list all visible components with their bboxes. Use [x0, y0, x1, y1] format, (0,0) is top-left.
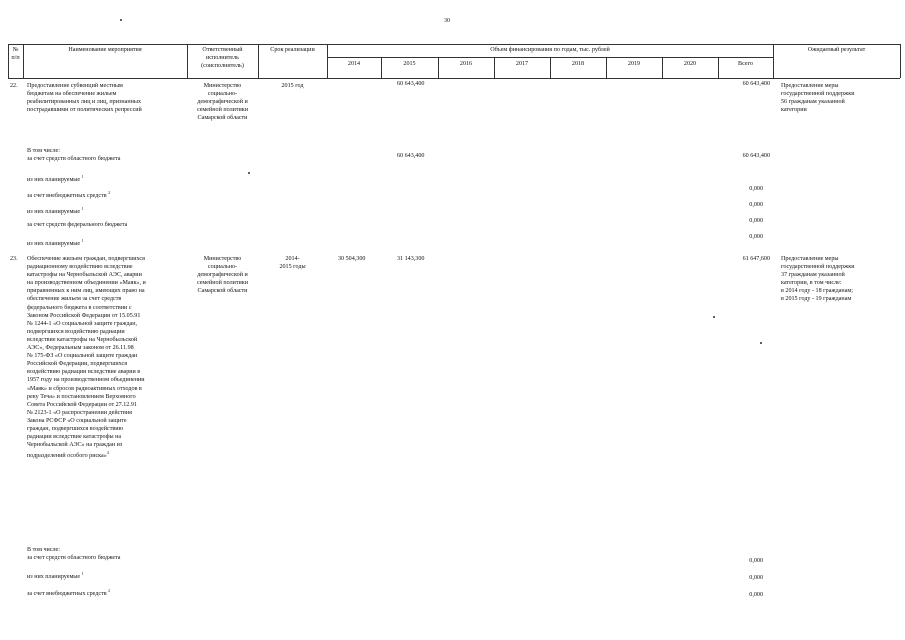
header-period: Срок реализации [270, 47, 315, 53]
row23-result: Предоставление меры государственной поддержки 37 гражданам указанной категории, в том числе: в 2014 году - 18 гражданам; в 2015 году - 19 гражданам [781, 256, 855, 303]
row22-period: 2015 год [281, 83, 304, 89]
row22-responsible: Министерство социально- демографической и семейной политики Самарской области [196, 83, 249, 122]
row23-planned-label [27, 570, 84, 581]
row23-offbudget-total: 0,000 [749, 592, 763, 598]
row22-planned-text-3: из них планируемые [27, 241, 81, 247]
row22-offbudget-text: за счет внебюджетных средств [27, 193, 107, 199]
header-responsible: Ответственный исполнитель (соисполнитель) [201, 47, 244, 70]
row23-offbudget-label [27, 587, 110, 598]
row22-number: 22. [10, 83, 18, 89]
header-year-2020: 2020 [683, 61, 697, 67]
header-year-2019: 2019 [627, 61, 641, 67]
row23-name: Обеспечение жильем граждан, подвергшихся радиационному воздействию вследствие катастрофы на Чернобыльской АЭС, аварии на производственном объединении «Маяк», и приравненных к ним лиц, имеющих право на обеспечение жильем за счет средств федерального бюджета в соответствии с Законом Российской Федерации от 15.05.91 № 1244-1 «О социальной защите граждан, подвергшихся воздействию радиации вследствие катастрофы на Чернобыльской АЭС», Федеральным законом от 26.11.98 № 175-ФЗ «О социальной защите граждан Российской Федерации, подвергшихся воздействию радиации вследствие аварии в 1957 году на производственном объединении «Маяк» и сбросов радиоактивных отходов в реку Теча» и постановлением Верховного Совета Российской Федерации от 27.12.91 № 2123-1 «О распространении действия Закона РСФСР «О социальной защите граждан, подвергшихся воздействию радиации вследствие катастрофы на Чернобыльской АЭС» на граждан из подразделений особого риска» [27, 256, 146, 460]
scan-speck [248, 172, 250, 174]
row23-value-2015: 31 143,300 [397, 256, 425, 262]
row23-planned-text: из них планируемые [27, 574, 81, 580]
row22-value-total: 60 643,400 [742, 81, 770, 87]
header-name: Наименование мероприятия [68, 47, 142, 53]
footnote-1-mark: 1 [81, 238, 84, 243]
footnote-4-mark: 4 [106, 450, 109, 456]
scan-speck [760, 342, 762, 344]
row22-planned-label-2 [27, 205, 84, 216]
footnote-1-mark: 1 [81, 174, 84, 179]
row23-value-total: 61 647,600 [742, 256, 770, 262]
row23-responsible: Министерство социально- демографической и семейной политики Самарской области [196, 256, 249, 295]
row22-planned-text-1: из них планируемые [27, 177, 81, 183]
row22-including: В том числе: [27, 148, 60, 154]
row23-offbudget-text: за счет внебюджетных средств [27, 591, 107, 597]
row22-regional-label: за счет средств областного бюджета [27, 156, 121, 162]
header-year-2014: 2014 [347, 61, 361, 67]
row22-regional-total: 60 643,400 [742, 153, 770, 159]
row23-value-2014: 30 504,300 [338, 256, 366, 262]
row23-regional-label: за счет средств областного бюджета [27, 555, 121, 561]
footnote-1-mark: 1 [81, 206, 84, 211]
header-financing: Объем финансирования по годам, тыс. рублей [490, 47, 610, 53]
row22-planned-text-2: из них планируемые [27, 209, 81, 215]
page-number: 30 [444, 18, 450, 24]
row22-name: Предоставление субвенций местным бюджетам на обеспечение жильем реабилитированных лиц и лиц, признанных пострадавшими от политических репрессий [27, 83, 142, 114]
row22-planned-label-1 [27, 173, 84, 184]
header-total: Всего [738, 61, 753, 67]
scan-speck [713, 316, 715, 318]
footnote-2-mark: 2 [108, 588, 111, 593]
row22-planned-total-3: 0,000 [749, 234, 763, 240]
footnote-2-mark: 2 [108, 190, 111, 195]
row22-result: Предоставление меры государственной поддержки 56 гражданам указанной категории [781, 83, 855, 114]
row22-planned-total-2: 0,000 [749, 202, 763, 208]
row22-federal-total: 0,000 [749, 218, 763, 224]
scan-speck [120, 19, 122, 21]
header-year-2018: 2018 [571, 61, 585, 67]
row23-including: В том числе: [27, 547, 60, 553]
header-year-2016: 2016 [459, 61, 473, 67]
header-number: № п/п [11, 47, 20, 62]
row23-period: 2014- 2015 годы [279, 256, 306, 271]
row22-planned-label-3 [27, 237, 84, 248]
row22-offbudget-total: 0,000 [749, 186, 763, 192]
footnote-1-mark: 1 [81, 571, 84, 576]
row23-planned-total: 0,000 [749, 575, 763, 581]
row22-federal-label: за счет средств федерального бюджета [27, 222, 128, 228]
row22-value-2015: 60 643,400 [397, 81, 425, 87]
header-year-2017: 2017 [515, 61, 529, 67]
row23-name-cell [27, 255, 189, 460]
row23-regional-total: 0,000 [749, 558, 763, 564]
row23-number: 23. [10, 256, 18, 262]
header-result: Ожидаемый результат [807, 47, 866, 53]
header-year-2015: 2015 [403, 61, 416, 67]
row22-offbudget-label [27, 189, 110, 200]
row22-regional-2015: 60 643,400 [397, 153, 425, 159]
